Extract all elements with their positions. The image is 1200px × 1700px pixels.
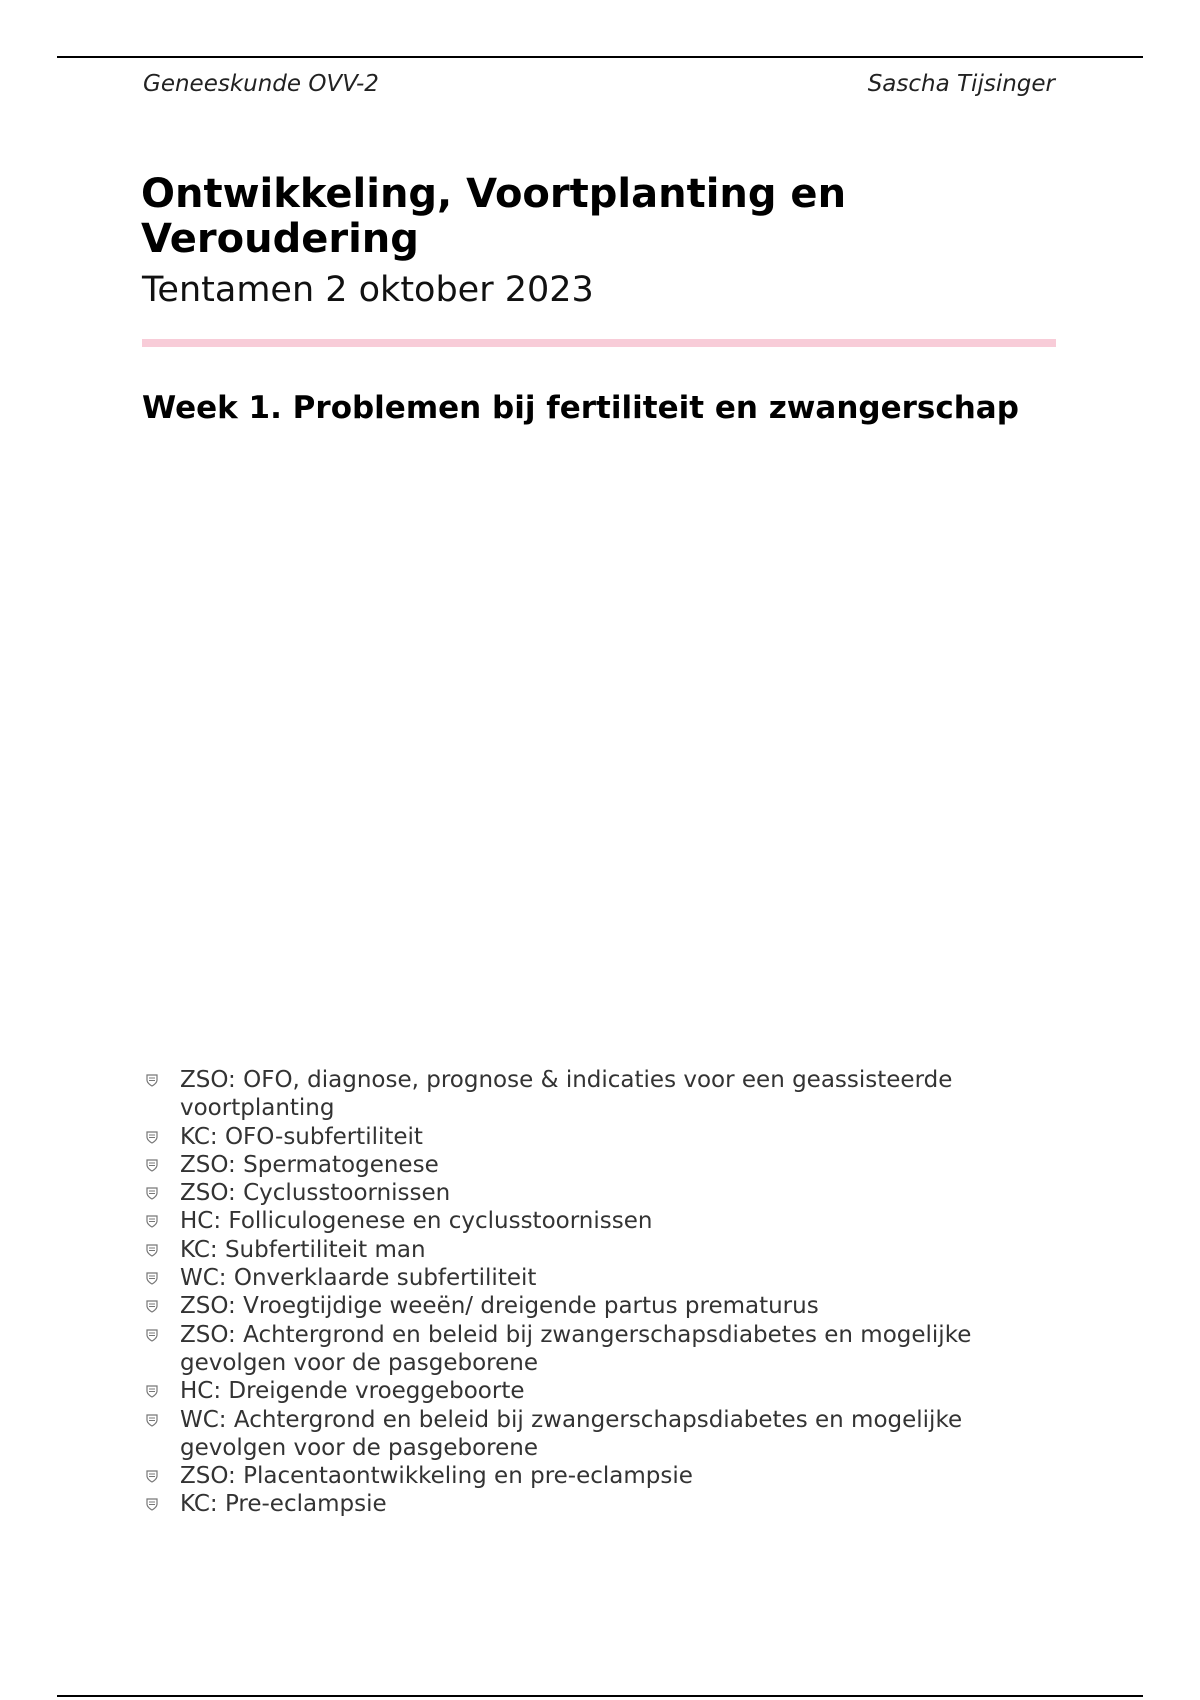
week-heading: Week 1. Problemen bij fertiliteit en zwangerschap (142, 390, 1019, 426)
course-name: Geneeskunde OVV-2 (143, 71, 379, 97)
shield-bullet-icon (146, 1215, 158, 1228)
shield-bullet-icon (146, 1131, 158, 1144)
list-item (144, 1123, 1069, 1151)
shield-bullet-icon (146, 1187, 158, 1200)
list-item-label: ZSO: Cyclusstoornissen (180, 1180, 451, 1207)
list-item-label: KC: OFO-subfertiliteit (180, 1123, 423, 1150)
list-item-label: HC: Folliculogenese en cyclusstoornissen (180, 1208, 653, 1235)
list-item (144, 1151, 1069, 1179)
header-rule (57, 56, 1143, 58)
shield-bullet-icon (146, 1159, 158, 1172)
list-item (144, 1179, 1069, 1207)
shield-bullet-icon (146, 1385, 158, 1398)
document-title: Ontwikkeling, Voortplanting en Veroudering (141, 171, 847, 262)
list-item-label: ZSO: Placentaontwikkeling en pre-eclampsie (180, 1463, 693, 1490)
list-item (144, 1066, 1069, 1123)
shield-bullet-icon (146, 1300, 158, 1313)
shield-bullet-icon (146, 1498, 158, 1511)
footer-rule (57, 1695, 1143, 1697)
accent-bar (142, 339, 1056, 347)
list-item-label: HC: Dreigende vroeggeboorte (180, 1378, 525, 1405)
shield-bullet-icon (146, 1414, 158, 1427)
list-item (144, 1490, 1069, 1518)
list-item (144, 1207, 1069, 1235)
document-subtitle: Tentamen 2 oktober 2023 (142, 270, 594, 310)
list-item-label: ZSO: Achtergrond en beleid bij zwangerschapsdiabetes en mogelijke gevolgen voor de pasgeborene (180, 1321, 972, 1376)
list-item-label: KC: Pre-eclampsie (180, 1491, 387, 1518)
list-item-label: ZSO: OFO, diagnose, prognose & indicaties voor een geassisteerde voortplanting (180, 1067, 953, 1122)
shield-bullet-icon (146, 1470, 158, 1483)
author-name: Sascha Tijsinger (867, 71, 1055, 97)
list-item-label: WC: Onverklaarde subfertiliteit (180, 1265, 537, 1292)
list-item (144, 1462, 1069, 1490)
list-item (144, 1292, 1069, 1320)
list-item-label: ZSO: Vroegtijdige weeën/ dreigende partus prematurus (180, 1293, 819, 1320)
list-item (144, 1236, 1069, 1264)
list-item (144, 1321, 1069, 1378)
list-item-label: WC: Achtergrond en beleid bij zwangerschapsdiabetes en mogelijke gevolgen voor de pasgeborene (180, 1406, 963, 1461)
shield-bullet-icon (146, 1074, 158, 1087)
list-item (144, 1377, 1069, 1405)
shield-bullet-icon (146, 1272, 158, 1285)
list-item-label: KC: Subfertiliteit man (180, 1236, 426, 1263)
list-item (144, 1406, 1069, 1463)
shield-bullet-icon (146, 1244, 158, 1257)
list-item (144, 1264, 1069, 1292)
topic-list (144, 1066, 1069, 1519)
list-item-label: ZSO: Spermatogenese (180, 1151, 439, 1178)
shield-bullet-icon (146, 1329, 158, 1342)
